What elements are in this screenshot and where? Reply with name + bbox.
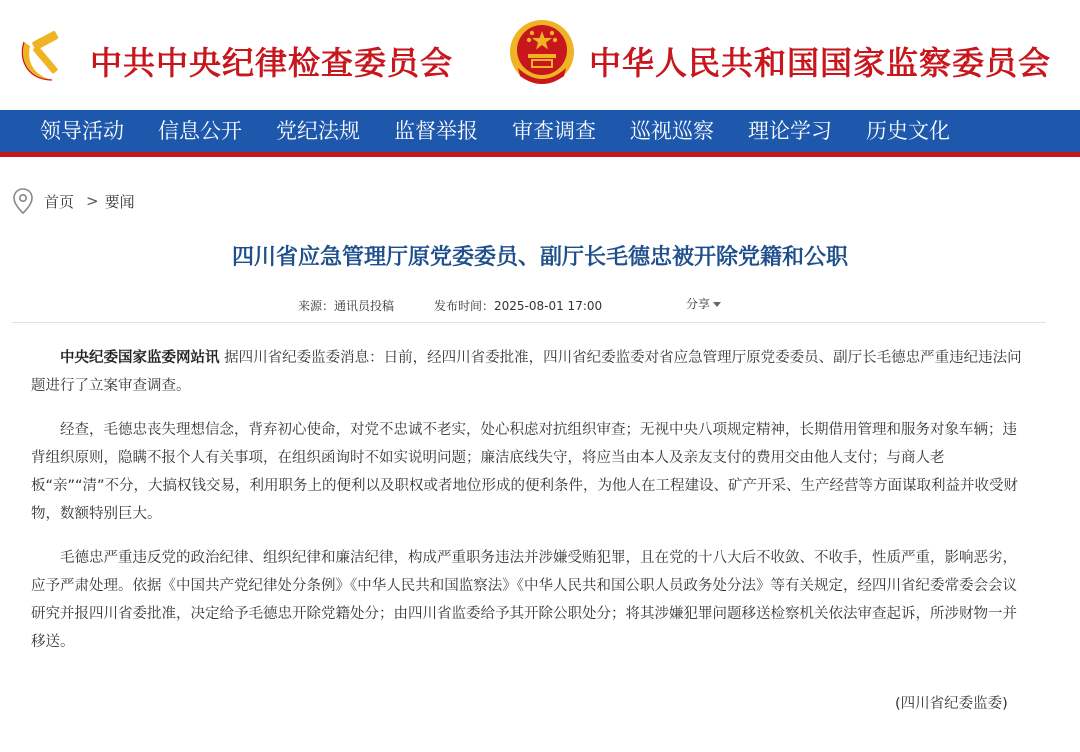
breadcrumb: [12, 186, 135, 216]
org-name-right: 中华人民共和国国家监察委员会: [589, 44, 1052, 82]
nav-item-inspection[interactable]: 巡视巡察: [630, 119, 714, 143]
nav-item-history-culture[interactable]: 历史文化: [866, 119, 950, 143]
nav-red-stripe: [0, 152, 1080, 157]
breadcrumb-home[interactable]: 首页: [44, 192, 75, 211]
share-button[interactable]: [686, 295, 721, 312]
party-emblem-icon[interactable]: [12, 22, 78, 88]
article-meta: [0, 295, 1080, 315]
breadcrumb-current[interactable]: 要闻: [104, 192, 135, 211]
article-lead: 中央纪委国家监委网站讯: [60, 350, 220, 366]
article-publish-time: 发布时间：2025-08-01 17:00: [434, 299, 603, 313]
location-pin-icon: [12, 187, 34, 215]
article-title: 四川省应急管理厅原党委委员、副厅长毛德忠被开除党籍和公职: [231, 245, 848, 270]
meta-divider: [12, 322, 1046, 323]
site-header: [0, 0, 1080, 110]
nav-item-leadership[interactable]: 领导活动: [40, 119, 124, 143]
org-name-left: 中共中央纪律检查委员会: [90, 44, 454, 82]
nav-item-party-regulations[interactable]: 党纪法规: [276, 119, 360, 143]
breadcrumb-separator: >: [86, 192, 99, 210]
chevron-down-icon: [713, 302, 721, 307]
article-paragraph-1-text: 据四川省纪委监委消息：日前，经四川省委批准，四川省纪委监委对省应急管理厅原党委委员、副厅长毛德忠严重违纪违法问题进行了立案审查调查。: [31, 350, 1022, 394]
nav-item-theory-study[interactable]: 理论学习: [748, 119, 832, 143]
article-source: 来源：通讯员投稿: [298, 299, 395, 313]
national-emblem-icon[interactable]: [508, 18, 576, 88]
nav-item-investigation[interactable]: 审查调查: [512, 119, 596, 143]
article-body: [31, 344, 1031, 672]
article-paragraph-1: [31, 344, 1031, 400]
share-label: 分享: [686, 297, 711, 311]
article-paragraph-3: 毛德忠严重违反党的政治纪律、组织纪律和廉洁纪律，构成严重职务违法并涉嫌受贿犯罪，且在党的十八大后不收敛、不收手，性质严重，影响恶劣，应予严肃处理。依据《中国共产党纪律处分条例》《中华人民共和国监察法》《中华人民共和国公职人员政务处分法》等有关规定，经四川省纪委常委会会议研究并报四川省委批准，决定给予毛德忠开除党籍处分；由四川省监委给予其开除公职处分；将其涉嫌犯罪问题移送检察机关依法审查起诉，所涉财物一并移送。: [31, 550, 1017, 650]
article-signature: (四川省纪委监委): [895, 696, 1008, 712]
nav-item-info-disclosure[interactable]: 信息公开: [158, 119, 242, 143]
main-nav: [0, 110, 1080, 152]
nav-item-supervision-report[interactable]: 监督举报: [394, 119, 478, 143]
article-paragraph-2: 经查，毛德忠丧失理想信念，背弃初心使命，对党不忠诚不老实，处心积虑对抗组织审查；无视中央八项规定精神，长期借用管理和服务对象车辆；违背组织原则，隐瞒不报个人有关事项，在组织函询时不如实说明问题；廉洁底线失守，将应当由本人及亲友支付的费用交由他人支付；与商人老板“亲”“清”不分，大搞权钱交易，利用职务上的便利以及职权或者地位形成的便利条件，为他人在工程建设、矿产开采、生产经营等方面谋取利益并收受财物，数额特别巨大。: [31, 422, 1019, 522]
